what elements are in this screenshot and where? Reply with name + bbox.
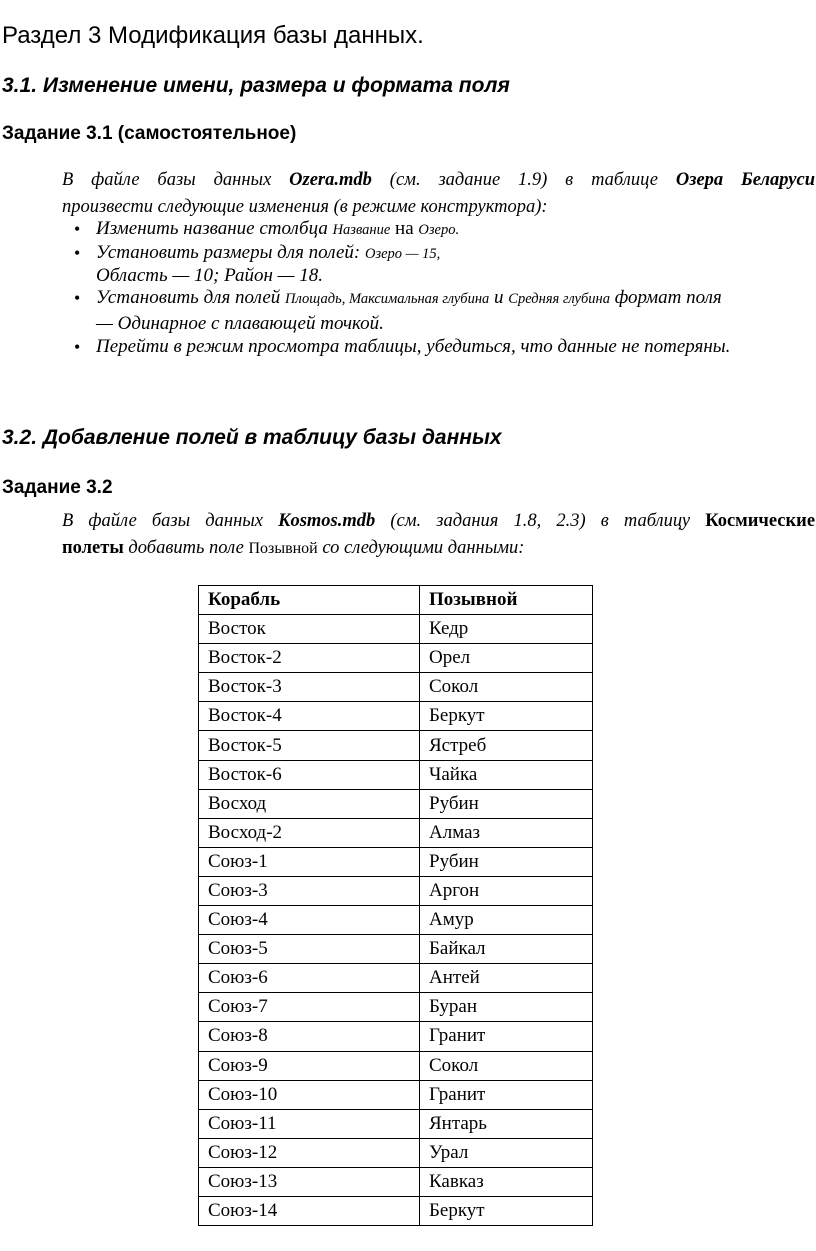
table-row bbox=[199, 1109, 593, 1138]
ship-cell: Восток bbox=[199, 615, 420, 644]
ship-cell: Восход-2 bbox=[199, 818, 420, 847]
ship-cell: Союз-7 bbox=[199, 993, 420, 1022]
bullet-icon: • bbox=[74, 288, 81, 308]
table-row bbox=[199, 964, 593, 993]
table-header-row bbox=[199, 586, 593, 615]
bullet-field-format: Установить для полей Площадь, Максимальная глубина и Средняя глубина формат поля bbox=[96, 287, 722, 308]
ship-cell: Восток-3 bbox=[199, 673, 420, 702]
ship-cell: Союз-10 bbox=[199, 1080, 420, 1109]
table-row bbox=[199, 935, 593, 964]
callsign-cell: Кавказ bbox=[420, 1167, 593, 1196]
table-row bbox=[199, 993, 593, 1022]
callsign-cell: Орел bbox=[420, 644, 593, 673]
ship-cell: Союз-11 bbox=[199, 1109, 420, 1138]
ship-cell: Восток-4 bbox=[199, 702, 420, 731]
bullet-field-sizes-cont: Область — 10; Район — 18. bbox=[96, 265, 324, 286]
table-name-kosmos: Космические bbox=[705, 511, 816, 531]
table-row bbox=[199, 1167, 593, 1196]
bullet-rename-column: Изменить название столбца Название на Озеро. bbox=[96, 218, 460, 239]
spacecraft-table bbox=[198, 585, 593, 1226]
callsign-cell: Сокол bbox=[420, 1051, 593, 1080]
ship-cell: Восток-2 bbox=[199, 644, 420, 673]
callsign-cell: Буран bbox=[420, 993, 593, 1022]
table-row bbox=[199, 1080, 593, 1109]
task-3-2-text-line2: полеты добавить поле Позывной со следующими данными: bbox=[62, 538, 525, 558]
table-row bbox=[199, 731, 593, 760]
bullet-icon: • bbox=[74, 243, 81, 263]
callsign-cell: Байкал bbox=[420, 935, 593, 964]
table-name-ozera: Озера Беларуси bbox=[675, 170, 815, 190]
file-name-kosmos: Kosmos.mdb bbox=[278, 511, 376, 531]
ship-cell: Восток-6 bbox=[199, 760, 420, 789]
bullet-field-format-cont: — Одинарное с плавающей точкой. bbox=[96, 313, 384, 334]
ship-cell: Союз-8 bbox=[199, 1022, 420, 1051]
table-row bbox=[199, 760, 593, 789]
table-row bbox=[199, 673, 593, 702]
ship-cell: Восход bbox=[199, 789, 420, 818]
ship-cell: Союз-14 bbox=[199, 1196, 420, 1225]
ship-cell: Союз-13 bbox=[199, 1167, 420, 1196]
subsection-3-2-title: 3.2. Добавление полей в таблицу базы данных bbox=[2, 426, 502, 449]
table-row bbox=[199, 847, 593, 876]
callsign-cell: Антей bbox=[420, 964, 593, 993]
ship-cell: Союз-4 bbox=[199, 906, 420, 935]
table-row bbox=[199, 702, 593, 731]
task-3-1-intro-line1: В файле базы данных Ozera.mdb (см. задание 1.9) в таблице Озера Беларуси bbox=[62, 170, 815, 190]
table-row bbox=[199, 1138, 593, 1167]
field-name: Позывной bbox=[248, 540, 318, 557]
bullet-view-mode: Перейти в режим просмотра таблицы, убедиться, что данные не потеряны. bbox=[96, 336, 731, 357]
callsign-cell: Рубин bbox=[420, 789, 593, 818]
table-row bbox=[199, 1051, 593, 1080]
bullet-icon: • bbox=[74, 337, 81, 357]
table-row bbox=[199, 615, 593, 644]
table-row bbox=[199, 789, 593, 818]
ship-cell: Союз-12 bbox=[199, 1138, 420, 1167]
callsign-cell: Кедр bbox=[420, 615, 593, 644]
callsign-cell: Беркут bbox=[420, 1196, 593, 1225]
column-header-ship: Корабль bbox=[199, 586, 420, 615]
callsign-cell: Алмаз bbox=[420, 818, 593, 847]
subsection-3-1-title: 3.1. Изменение имени, размера и формата поля bbox=[2, 74, 510, 97]
ship-cell: Восток-5 bbox=[199, 731, 420, 760]
callsign-cell: Сокол bbox=[420, 673, 593, 702]
task-3-2-text-line1: В файле базы данных Kosmos.mdb (см. задания 1.8, 2.3) в таблицу Космические bbox=[62, 511, 816, 531]
ship-cell: Союз-9 bbox=[199, 1051, 420, 1080]
callsign-cell: Чайка bbox=[420, 760, 593, 789]
ship-cell: Союз-5 bbox=[199, 935, 420, 964]
table-row bbox=[199, 906, 593, 935]
table-row bbox=[199, 644, 593, 673]
callsign-cell: Янтарь bbox=[420, 1109, 593, 1138]
table-row bbox=[199, 818, 593, 847]
callsign-cell: Гранит bbox=[420, 1022, 593, 1051]
task-3-1-intro-line2: произвести следующие изменения (в режиме конструктора): bbox=[62, 197, 548, 217]
callsign-cell: Рубин bbox=[420, 847, 593, 876]
file-name-ozera: Ozera.mdb bbox=[289, 170, 372, 190]
task-3-2-title: Задание 3.2 bbox=[2, 477, 113, 498]
callsign-cell: Аргон bbox=[420, 876, 593, 905]
ship-cell: Союз-3 bbox=[199, 876, 420, 905]
callsign-cell: Амур bbox=[420, 906, 593, 935]
callsign-cell: Беркут bbox=[420, 702, 593, 731]
bullet-field-sizes: Установить размеры для полей: Озеро — 15, bbox=[96, 242, 441, 263]
ship-cell: Союз-1 bbox=[199, 847, 420, 876]
table-row bbox=[199, 1022, 593, 1051]
column-header-callsign: Позывной bbox=[420, 586, 593, 615]
bullet-icon: • bbox=[74, 219, 81, 239]
task-3-1-title: Задание 3.1 (самостоятельное) bbox=[2, 123, 297, 144]
ship-cell: Союз-6 bbox=[199, 964, 420, 993]
section-title: Раздел 3 Модификация базы данных. bbox=[2, 22, 424, 49]
callsign-cell: Урал bbox=[420, 1138, 593, 1167]
callsign-cell: Ястреб bbox=[420, 731, 593, 760]
callsign-cell: Гранит bbox=[420, 1080, 593, 1109]
table-row bbox=[199, 876, 593, 905]
table-row bbox=[199, 1196, 593, 1225]
